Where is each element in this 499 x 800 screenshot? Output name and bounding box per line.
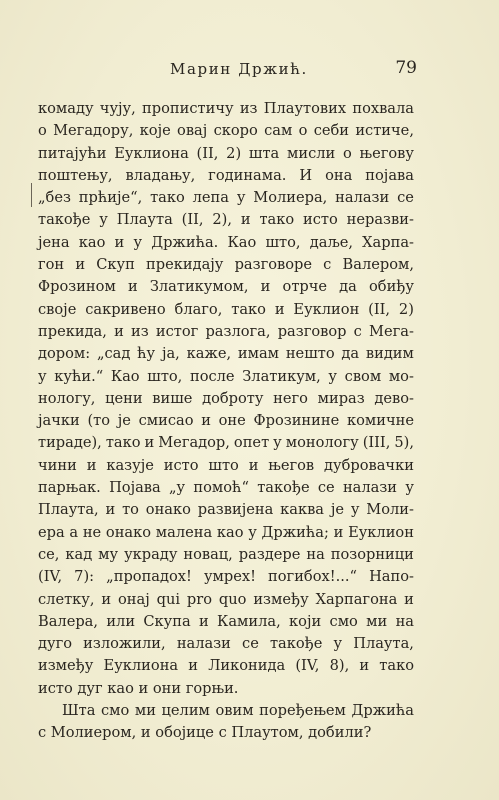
word: и <box>75 256 86 274</box>
word: с <box>353 322 362 340</box>
word: каже, <box>186 345 232 363</box>
word: као <box>216 523 244 541</box>
text-line <box>38 187 414 209</box>
word: овим <box>215 702 254 720</box>
word: у <box>333 635 343 653</box>
word: поређењем <box>259 702 346 720</box>
word: шта <box>248 144 280 162</box>
text-line <box>38 165 414 187</box>
word: (II, <box>181 211 204 229</box>
word: (IV, <box>295 657 320 675</box>
text-line: с Молиером, и обојице с Плаутом, добили? <box>38 724 372 742</box>
word: и <box>188 657 199 675</box>
text-line <box>38 633 414 655</box>
word: малена <box>155 523 213 541</box>
word: јена <box>38 233 70 251</box>
word: и <box>201 412 211 430</box>
word: обиђу <box>369 278 414 296</box>
word: цени <box>105 389 143 407</box>
word: тако <box>150 189 185 207</box>
word: и <box>101 590 112 608</box>
word: и <box>260 278 271 296</box>
word: у <box>328 367 338 385</box>
word: чини <box>38 456 77 474</box>
word: се <box>397 189 414 207</box>
word: прекида, <box>38 322 107 340</box>
text-line <box>38 232 414 254</box>
word: исто <box>163 456 199 474</box>
word: о <box>298 122 308 140</box>
word: питајући <box>38 144 107 162</box>
word: о <box>343 144 352 162</box>
page-header <box>38 58 417 82</box>
word: који <box>289 612 322 630</box>
word: сакривено <box>85 300 166 318</box>
word: Мега- <box>369 322 414 340</box>
word: јачки <box>38 412 80 430</box>
word: И <box>299 166 313 184</box>
word: монологу <box>285 434 359 452</box>
word: ми <box>366 612 388 630</box>
word: Скуп <box>96 256 135 274</box>
word: неразви- <box>346 211 414 229</box>
word: ми <box>134 702 156 720</box>
text-line <box>38 655 414 677</box>
word: је <box>330 501 344 519</box>
word: Мегадор, <box>158 434 230 452</box>
word: имам <box>237 345 280 363</box>
word: лепа <box>192 189 229 207</box>
word: се, <box>38 545 60 563</box>
word: појава <box>365 166 414 184</box>
word: нешто <box>285 345 335 363</box>
word: у <box>273 434 282 452</box>
word: Плаута <box>116 211 173 229</box>
word: прекидају <box>146 256 224 274</box>
word: истог <box>155 322 199 340</box>
text-line <box>38 410 414 432</box>
word: ја, <box>161 345 180 363</box>
word: новац, <box>183 545 233 563</box>
word: на <box>306 545 325 563</box>
word: о <box>38 122 47 140</box>
word: пропистичу <box>142 100 234 117</box>
word: Еуклион <box>293 300 360 318</box>
word: Фрозином <box>38 278 116 296</box>
word: Камила, <box>217 612 281 630</box>
text-line <box>38 98 414 120</box>
word: кући.“ <box>54 367 104 385</box>
word: и <box>199 612 209 630</box>
word: комаду <box>38 100 94 117</box>
word: више <box>152 389 193 407</box>
word: дубровачки <box>324 456 414 474</box>
text-line <box>38 477 414 499</box>
word: тако <box>105 434 141 452</box>
word: Еуклион <box>348 523 414 541</box>
word: Еуклиона <box>103 657 179 675</box>
word: Као <box>110 367 140 385</box>
word: на <box>395 612 414 630</box>
word: Валером, <box>342 256 414 274</box>
word: такође <box>38 211 91 229</box>
word: Златикум, <box>242 367 321 385</box>
word: дуго <box>38 635 73 653</box>
word: отрче <box>282 278 328 296</box>
word: свом <box>344 367 382 385</box>
word: то <box>122 501 139 519</box>
word: између <box>38 657 94 675</box>
word: целим <box>161 702 210 720</box>
word: тако <box>259 211 295 229</box>
word: из <box>131 322 149 340</box>
word: парњак. <box>38 479 101 497</box>
word: се <box>242 635 259 653</box>
word: годинама. <box>208 166 287 184</box>
text-line <box>38 120 414 142</box>
word: и <box>114 233 125 251</box>
word: нологу, <box>38 389 96 407</box>
word: његов <box>268 456 315 474</box>
word: у <box>405 479 414 497</box>
word: онако <box>145 501 191 519</box>
word: смо <box>101 702 130 720</box>
word: у <box>236 189 246 207</box>
word: смисао <box>138 412 194 430</box>
text-line <box>38 366 414 388</box>
word: које <box>139 122 171 140</box>
word: доброту <box>202 389 264 407</box>
word: и <box>86 456 97 474</box>
word: после <box>189 367 235 385</box>
word: тако <box>231 300 266 318</box>
text-line <box>38 343 414 365</box>
word: да <box>341 345 360 363</box>
word: оне <box>218 412 246 430</box>
word: гон <box>38 256 65 274</box>
word: с <box>323 256 332 274</box>
text-line <box>38 700 414 722</box>
word: тираде), <box>38 434 102 452</box>
word: развијена <box>197 501 274 519</box>
word: сам <box>264 122 293 140</box>
word: Еуклиона <box>114 144 189 162</box>
word: овај <box>177 122 208 140</box>
word: чују, <box>99 100 136 117</box>
word: Ликонида <box>208 657 286 675</box>
word: што, <box>265 233 301 251</box>
word: „без <box>38 189 71 207</box>
word: благо, <box>174 300 223 318</box>
word: у <box>350 501 360 519</box>
word: похвала <box>352 100 414 117</box>
word: изложили, <box>83 635 166 653</box>
text-line <box>38 432 414 454</box>
word: 2) <box>226 144 242 162</box>
word: такође <box>257 479 310 497</box>
text-line <box>38 522 414 544</box>
word: је <box>117 412 131 430</box>
word: каква <box>280 501 324 519</box>
word: се <box>317 479 335 497</box>
word: „пропадох! <box>106 568 192 586</box>
text-line <box>38 455 414 477</box>
word: 5), <box>394 434 414 452</box>
word: она <box>325 166 353 184</box>
running-title: Марин Држић. <box>170 60 308 78</box>
word: Држића <box>351 702 414 720</box>
word: (II, <box>196 144 219 162</box>
word: из <box>239 100 258 117</box>
word: и <box>144 434 155 452</box>
word: Држића; <box>261 523 329 541</box>
word: Молиера, <box>253 189 328 207</box>
word: и <box>404 590 414 608</box>
word: исто <box>303 211 338 229</box>
word: истиче, <box>355 122 414 140</box>
word: опет <box>233 434 270 452</box>
text-line <box>38 611 414 633</box>
word: qui <box>156 590 181 608</box>
word: ћу <box>137 345 156 363</box>
word: мираз <box>317 389 365 407</box>
word: прћије“, <box>78 189 143 207</box>
word: разлога, <box>205 322 271 340</box>
word: као <box>78 233 106 251</box>
word: не <box>82 523 102 541</box>
word: даље, <box>309 233 353 251</box>
word: ера <box>38 523 65 541</box>
text-line <box>38 254 414 276</box>
word: себи <box>313 122 350 140</box>
word: и <box>127 278 138 296</box>
word: раздере <box>238 545 301 563</box>
word: што <box>208 456 239 474</box>
word: Скупа <box>143 612 191 630</box>
text-line <box>38 299 414 321</box>
word: (III, <box>362 434 391 452</box>
word: помоћ“ <box>193 479 249 497</box>
word: украду <box>124 545 178 563</box>
word: 2) <box>398 300 414 318</box>
body-text <box>38 98 414 745</box>
word: дором: <box>38 345 91 363</box>
word: 2), <box>212 211 233 229</box>
word: „сад <box>96 345 131 363</box>
word: мисли <box>287 144 336 162</box>
word: у <box>99 211 108 229</box>
word: него <box>273 389 308 407</box>
word: између <box>253 590 309 608</box>
text-line <box>38 143 414 165</box>
word: владању, <box>125 166 196 184</box>
word: комичне <box>346 412 414 430</box>
word: и <box>274 300 285 318</box>
word: позорници <box>330 545 414 563</box>
word: а <box>69 523 79 541</box>
word: скоро <box>213 122 258 140</box>
word: Држића. <box>151 233 219 251</box>
word: дево- <box>374 389 414 407</box>
word: quo <box>218 590 247 608</box>
word: разговор <box>277 322 347 340</box>
word: му <box>98 545 119 563</box>
word: тако <box>379 657 414 675</box>
word: умрех! <box>203 568 256 586</box>
word: Мегадору, <box>53 122 134 140</box>
word: Плаута, <box>353 635 414 653</box>
word: да <box>339 278 357 296</box>
word: Златикумом, <box>149 278 249 296</box>
word: онако <box>105 523 152 541</box>
text-line <box>38 209 414 231</box>
word: разговоре <box>234 256 312 274</box>
word: видим <box>365 345 414 363</box>
word: Шта <box>62 702 96 720</box>
text-line: исто дуг као и они горњи. <box>38 679 239 697</box>
word: онај <box>118 590 150 608</box>
text-line <box>38 321 414 343</box>
text-line <box>38 276 414 298</box>
word: pro <box>186 590 213 608</box>
word: Појава <box>109 479 161 497</box>
word: у <box>133 233 143 251</box>
word: Као <box>227 233 257 251</box>
word: мо- <box>388 367 414 385</box>
word: и <box>105 501 116 519</box>
word: Харпагона <box>315 590 398 608</box>
word: слетку, <box>38 590 95 608</box>
word: налази <box>335 189 390 207</box>
word: „у <box>168 479 186 497</box>
text-line <box>38 499 414 521</box>
text-line <box>38 544 414 566</box>
word: и <box>333 523 344 541</box>
word: (IV, <box>38 568 63 586</box>
word: Харпа- <box>362 233 414 251</box>
word: Плаутових <box>263 100 347 117</box>
text-line <box>38 566 414 588</box>
word: и <box>359 657 370 675</box>
word: у <box>248 523 257 541</box>
word: Плаута, <box>38 501 99 519</box>
word: Фрозинине <box>253 412 340 430</box>
word: и <box>240 211 251 229</box>
text-line <box>38 589 414 611</box>
word: Моли- <box>366 501 414 519</box>
word: или <box>106 612 136 630</box>
word: у <box>38 367 47 385</box>
word: налази <box>342 479 398 497</box>
word: кад <box>65 545 93 563</box>
margin-mark <box>31 183 32 207</box>
text-line <box>38 388 414 410</box>
word: 7): <box>74 568 95 586</box>
word: што, <box>147 367 183 385</box>
word: погибох!...“ <box>268 568 357 586</box>
page-number: 79 <box>395 58 417 78</box>
word: (то <box>87 412 110 430</box>
word: (II, <box>368 300 391 318</box>
word: смо <box>329 612 358 630</box>
word: његову <box>359 144 414 162</box>
word: 8), <box>329 657 350 675</box>
word: налази <box>176 635 231 653</box>
word: и <box>248 456 259 474</box>
word: поштењу, <box>38 166 113 184</box>
word: своје <box>38 300 77 318</box>
word: казује <box>106 456 154 474</box>
word: Напо- <box>369 568 414 586</box>
word: и <box>114 322 124 340</box>
word: Валера, <box>38 612 99 630</box>
word: такође <box>269 635 323 653</box>
